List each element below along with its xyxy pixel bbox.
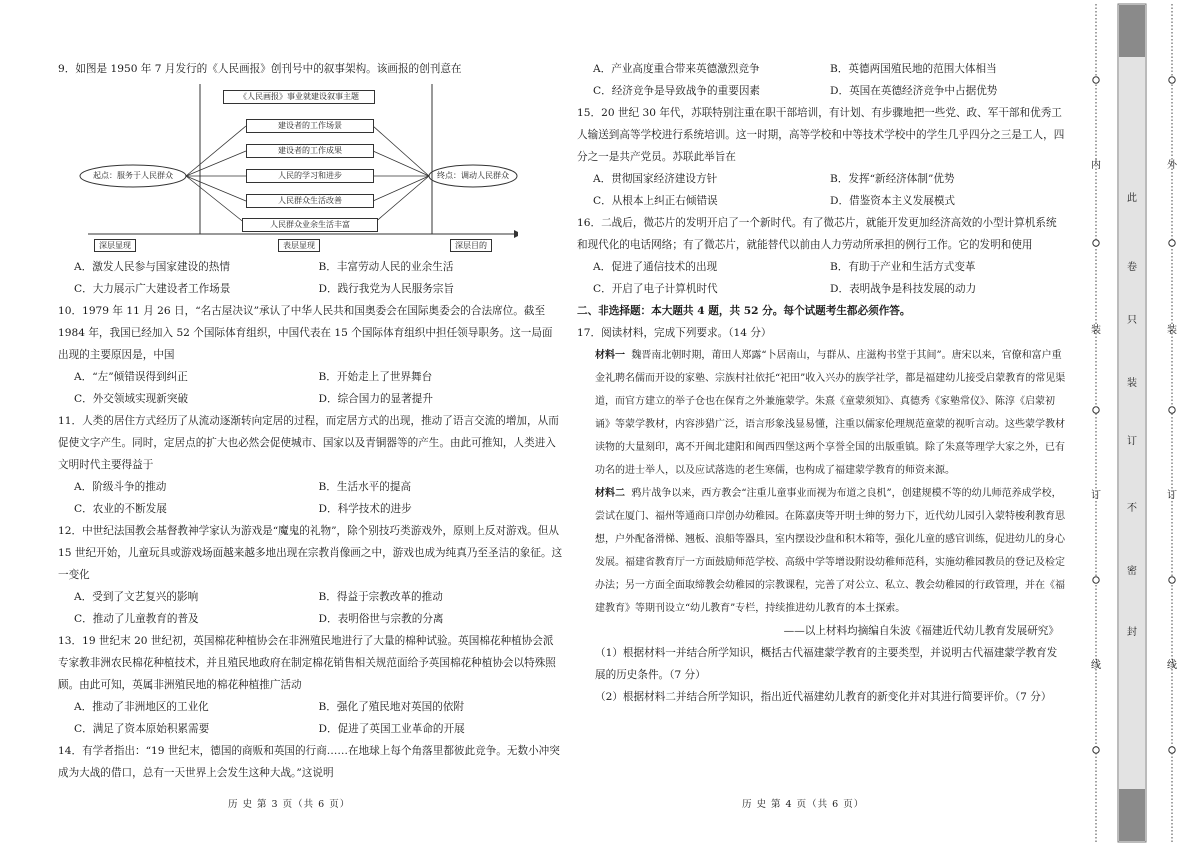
q16-option-a: A．促进了通信技术的出现 xyxy=(593,261,718,273)
q16-options xyxy=(577,256,1067,300)
question-11-stem: 11．人类的居住方式经历了从流动逐渐转向定居的过程，而定居方式的出现，推动了语言交流的增加，从而促使文字产生。同时，定居点的扩大也必然会促使城市、国家以及青铜器等的产生。由此可推知，人类进入文明时代主要得益于 xyxy=(58,415,559,471)
question-16-stem: 16．二战后，微芯片的发明开启了一个新时代。有了微芯片，就能开发更加经济高效的小型计算机系统和现代化的电话网络；有了微芯片，就能替代以前由人力劳动所承担的例行工作。它的发明和使用 xyxy=(577,217,1057,251)
left-footer: 历 史 第 3 页（共 6 页） xyxy=(228,799,351,810)
diagram-bottom-right: 深层目的 xyxy=(450,239,492,252)
diagram-bottom-mid: 表层显现 xyxy=(278,239,320,252)
right-footer: 历 史 第 4 页（共 6 页） xyxy=(742,799,865,810)
q14-option-b: B．英德两国殖民地的范围大体相当 xyxy=(830,63,997,75)
q16-option-b: B．有助于产业和生活方式变革 xyxy=(830,261,976,273)
q9-diagram xyxy=(78,82,518,252)
question-10-stem: 10．1979 年 11 月 26 日，“名古屋决议”承认了中华人民共和国奥委会在国际奥委会的合法席位。截至 1984 年，我国已经加入 52 个国际体育组织，中国代表在 15 个国际体育组织中担任领导职务。这一局面出现的主要原因是，中国 xyxy=(58,305,553,361)
q14-option-c: C．经济竞争是导致战争的重要因素 xyxy=(593,85,761,97)
material-1 xyxy=(577,344,1067,482)
q10-option-d: D．综合国力的显著提升 xyxy=(318,393,433,405)
q16-option-c: C．开启了电子计算机时代 xyxy=(593,283,718,295)
q13-option-a: A．推动了非洲地区的工业化 xyxy=(74,701,209,713)
material-1-label: 材料一 xyxy=(595,350,625,361)
question-13-stem: 13．19 世纪末 20 世纪初，英国棉花种植协会在非洲殖民地进行了大量的棉种试验。英国棉花种植协会派专家教非洲农民棉花种植技术，并且殖民地政府在制定棉花销售相关规范面给予英国棉花种植协会以特殊照顾。由此可知，英属非洲殖民地的棉花种植推广活动 xyxy=(58,635,556,691)
diagram-box-2: 建设者的工作成果 xyxy=(246,144,374,158)
inner-char-4: 线 xyxy=(1091,660,1101,671)
diagram-box-1: 建设者的工作场景 xyxy=(246,119,374,133)
diagram-box-5: 人民群众业余生活丰富 xyxy=(242,218,378,232)
question-17-sub-1: （1）根据材料一并结合所学知识，概括古代福建蒙学教育的主要类型，并说明古代福建蒙学教育发展的历史条件。（7 分） xyxy=(595,647,1058,681)
q14-option-a: A．产业高度重合带来英德激烈竞争 xyxy=(593,63,760,75)
q9-option-b: B．丰富劳动人民的业余生活 xyxy=(318,261,454,273)
q11-option-c: C．农业的不断发展 xyxy=(74,503,167,515)
inner-char-1: 内 xyxy=(1091,160,1101,171)
q9-option-d: D．践行我党为人民服务宗旨 xyxy=(318,283,455,295)
middle-char-3: 只 xyxy=(1127,315,1137,326)
outer-char-3: 订 xyxy=(1167,490,1177,501)
diagram-end: 终点：调动人民群众 xyxy=(437,171,509,180)
outer-char-4: 线 xyxy=(1167,660,1177,671)
q11-option-d: D．科学技术的进步 xyxy=(318,503,412,515)
diagram-start: 起点：服务于人民群众 xyxy=(93,171,173,180)
middle-char-5: 订 xyxy=(1127,436,1137,447)
outer-char-1: 外 xyxy=(1167,160,1177,171)
q13-option-c: C．满足了资本原始积累需要 xyxy=(74,723,210,735)
q12-option-d: D．表明俗世与宗教的分离 xyxy=(318,613,444,625)
q13-option-b: B．强化了殖民地对英国的依附 xyxy=(318,701,465,713)
right-page xyxy=(577,58,1067,708)
binding-strip xyxy=(1088,0,1200,849)
inner-char-3: 订 xyxy=(1091,490,1101,501)
q15-option-c: C．从根本上纠正右倾错误 xyxy=(593,195,718,207)
q11-option-b: B．生活水平的提高 xyxy=(318,481,412,493)
q10-option-b: B．开始走上了世界舞台 xyxy=(318,371,433,383)
question-12-stem: 12．中世纪法国教会基督教神学家认为游戏是“魔鬼的礼物”，除个别技巧类游戏外，原则上反对游戏。但从 15 世纪开始，儿童玩具或游戏场面越来越多地出现在宗教肖像画之中，游戏也成为纯真乃至圣洁的象征。这一变化 xyxy=(58,525,563,581)
q15-option-d: D．借鉴资本主义发展模式 xyxy=(830,195,956,207)
material-source: ——以上材料均摘编自朱波《福建近代幼儿教育发展研究》 xyxy=(783,625,1059,637)
question-15-stem: 15．20 世纪 30 年代，苏联特别注重在职干部培训，有计划、有步骤地把一些党、政、军干部和优秀工人输送到高等学校进行系统培训。这一时期，高等学校和中等技术学校中的学生几乎四分之三是工人，四分之一是共产党员。苏联此举旨在 xyxy=(577,107,1065,163)
middle-char-4: 装 xyxy=(1127,378,1137,389)
outer-char-2: 装 xyxy=(1167,325,1177,336)
q12-option-c: C．推动了儿童教育的普及 xyxy=(74,613,199,625)
q9-option-c: C．大力展示广大建设者工作场景 xyxy=(74,283,231,295)
q13-options xyxy=(58,696,563,740)
left-page xyxy=(58,58,563,784)
material-2 xyxy=(577,482,1067,620)
middle-char-8: 封 xyxy=(1127,627,1137,638)
q16-option-d: D．表明战争是科技发展的动力 xyxy=(830,283,977,295)
q12-option-a: A．受到了文艺复兴的影响 xyxy=(74,591,199,603)
binding-strip-graphics xyxy=(1088,0,1200,849)
middle-char-7: 密 xyxy=(1127,566,1137,577)
diagram-title-box: 《人民画报》事业就建设叙事主题 xyxy=(223,90,375,104)
diagram-box-3: 人民的学习和进步 xyxy=(246,169,374,183)
question-17-sub-2: （2）根据材料二并结合所学知识，指出近代福建幼儿教育的新变化并对其进行简要评价。（7 分） xyxy=(595,691,1052,703)
material-2-text: 鸦片战争以来，西方教会“注重儿童事业而视为布道之良机”，创建规模不等的幼儿师范养成学校，尝试在厦门、福州等通商口岸创办幼稚园。在陈嘉庚等开明士绅的努力下，近代幼儿园引入蒙特梭利教育思想，户外配备滑梯、翘板、浪船等器具，室内摆设沙盘和积木箱等，强化儿童的感官训练，促进幼儿的身心发展。福建省教育厅一方面鼓励师范学校、高级中学等增设附设幼稚师范科，实施幼稚园教员的登记及检定办法；另一方面全面取缔教会幼稚园的宗教课程，完善了对公立、私立、教会幼稚园的行政管理，并在《福建教育》等期刊设立“幼儿教育”专栏，持续推进幼儿教育的本土探索。 xyxy=(595,488,1065,614)
question-17-stem: 17．阅读材料，完成下列要求。（14 分） xyxy=(577,327,772,339)
diagram-bottom-left: 深层显现 xyxy=(94,239,136,252)
inner-char-2: 装 xyxy=(1091,325,1101,336)
q11-options xyxy=(58,476,563,520)
middle-char-2: 卷 xyxy=(1127,262,1137,273)
q15-option-a: A．贯彻国家经济建设方针 xyxy=(593,173,718,185)
q13-option-d: D．促进了英国工业革命的开展 xyxy=(318,723,465,735)
question-14-stem: 14．有学者指出：“19 世纪末，德国的商贩和英国的行商……在地球上每个角落里都彼此竞争。无数小冲突成为大战的借口，总有一天世界上会发生这种大战。”这说明 xyxy=(58,745,560,779)
q15-options xyxy=(577,168,1067,212)
q11-option-a: A．阶级斗争的推动 xyxy=(74,481,167,493)
q9-option-a: A．激发人民参与国家建设的热情 xyxy=(74,261,230,273)
material-2-label: 材料二 xyxy=(595,488,625,499)
material-1-text: 魏晋南北朝时期，莆田人郑露“卜居南山，与群从、庄滋构书堂于其间”。唐宋以来，官僚和富户重金礼聘名儒而开设的家塾、宗族村社依托“祀田”收入兴办的族学社学，都是福建幼儿接受启蒙教育的常见渠道，而官方建立的举子仓也在保育之外兼施蒙学。朱熹《童蒙须知》、真德秀《家塾常仪》、陈淳《启蒙初诵》等蒙学教材，内容涉猎广泛，语言形象浅显易懂，注重以儒家伦理规范童蒙的视听言动。这些蒙学教材读物的大量刻印，离不开闽北建阳和闽西四堡这两个享誉全国的出版重镇。除了朱熹等理学大家之外，已有功名的进士举人，以及应试落选的老生寒儒，也构成了福建蒙学教育的师资来源。 xyxy=(595,350,1066,476)
q14-option-d: D．英国在英德经济竞争中占据优势 xyxy=(830,85,998,97)
q14-options xyxy=(577,58,1067,102)
q9-options xyxy=(58,256,563,300)
middle-char-6: 不 xyxy=(1127,503,1137,514)
q10-option-c: C．外交领域实现新突破 xyxy=(74,393,189,405)
q12-options xyxy=(58,586,563,630)
q10-option-a: A．“左”倾错误得到纠正 xyxy=(74,371,188,383)
q15-option-b: B．发挥“新经济体制”优势 xyxy=(830,173,955,185)
section-2-heading: 二、非选择题：本大题共 4 题，共 52 分。每个试题考生都必须作答。 xyxy=(577,305,911,317)
diagram-box-4: 人民群众生活改善 xyxy=(246,194,374,208)
q12-option-b: B．得益于宗教改革的推动 xyxy=(318,591,443,603)
middle-char-1: 此 xyxy=(1127,193,1137,204)
question-9-stem: 9．如图是 1950 年 7 月发行的《人民画报》创刊号中的叙事架构。该画报的创刊意在 xyxy=(58,63,462,75)
q10-options xyxy=(58,366,563,410)
